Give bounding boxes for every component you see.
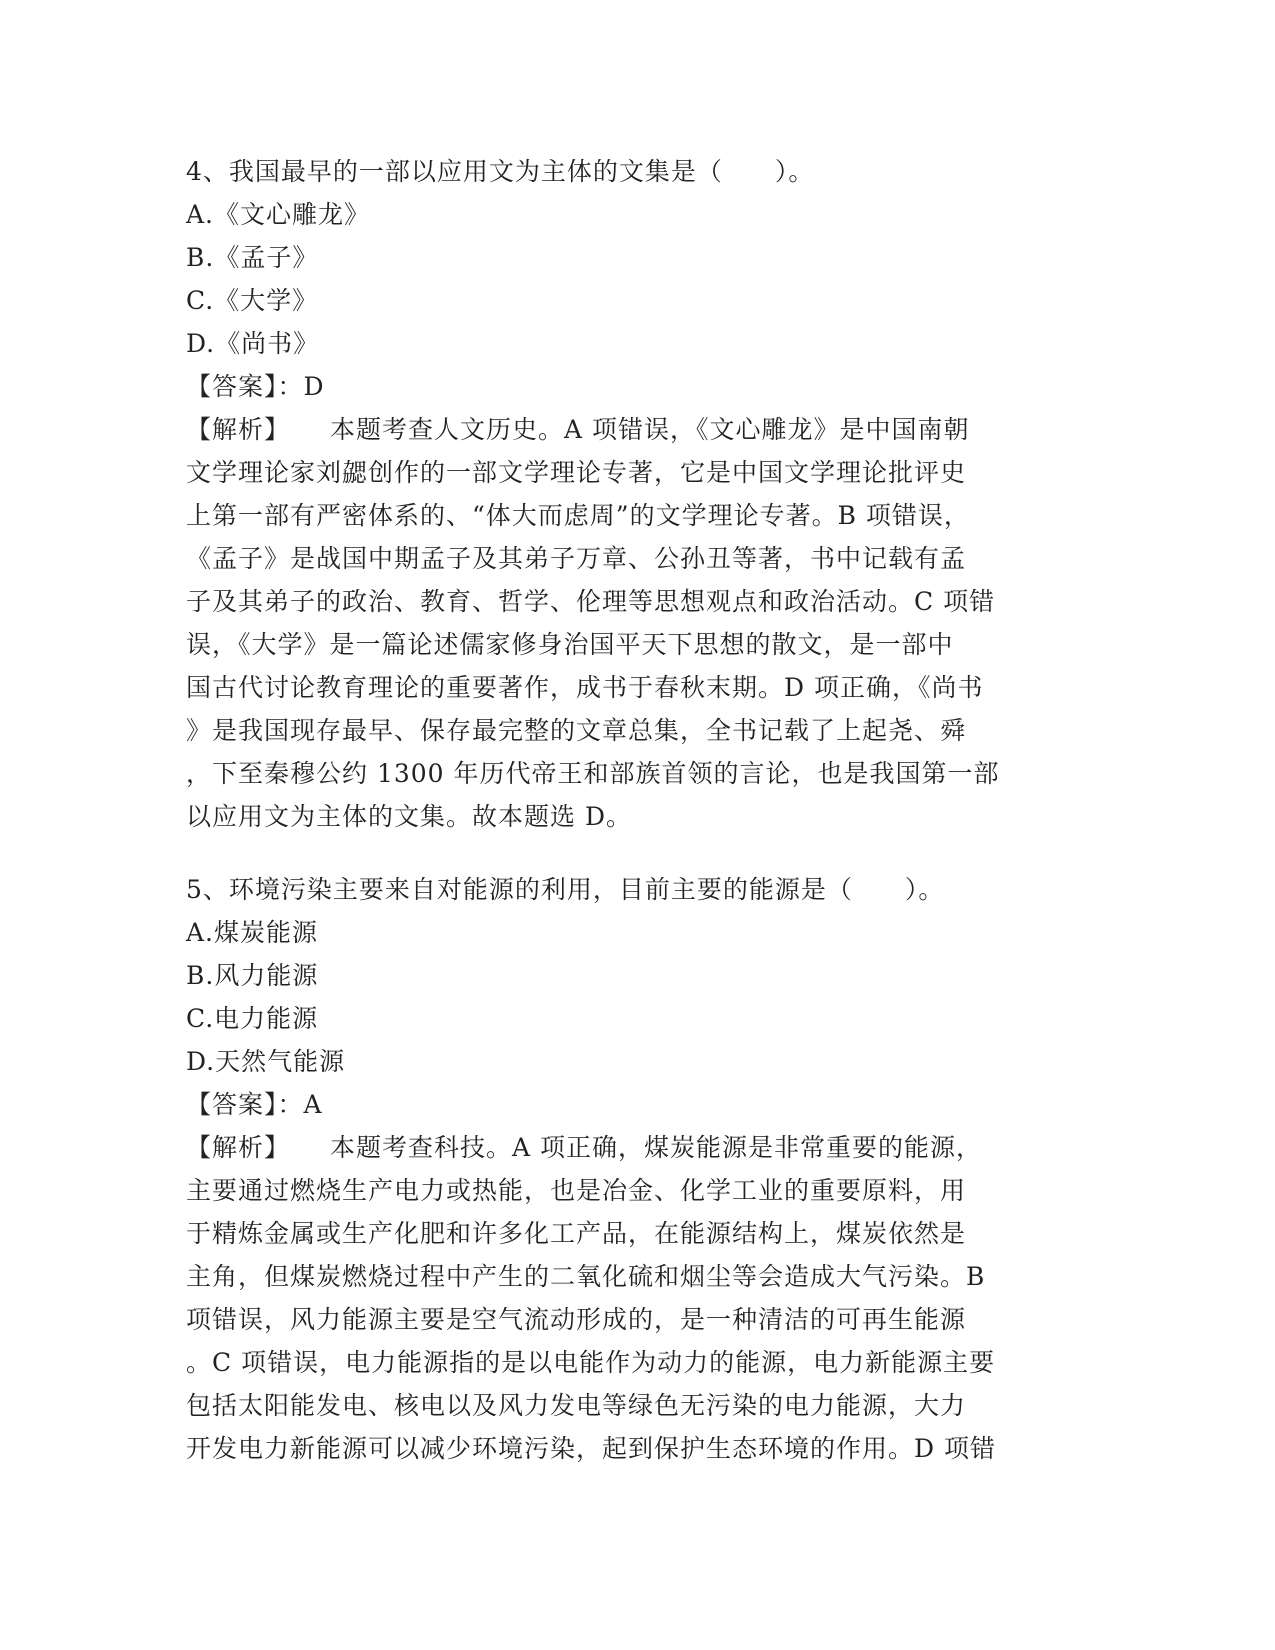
question-4	[186, 150, 1086, 838]
analysis-text: 主要通过燃烧生产电力或热能，也是冶金、化学工业的重要原料，用	[186, 1176, 967, 1205]
option-b: B.风力能源	[186, 961, 319, 990]
answer-line: 【答案】：A	[186, 1090, 323, 1119]
analysis-label: 【解析】	[186, 415, 291, 444]
analysis-text: 开发电力新能源可以减少环境污染，起到保护生态环境的作用。D 项错	[186, 1434, 996, 1463]
question-stem: 4、我国最早的一部以应用文为主体的文集是（ ）。	[186, 157, 815, 186]
analysis-label: 【解析】	[186, 1133, 291, 1162]
analysis-text: 》是我国现存最早、保存最完整的文章总集，全书记载了上起尧、舜	[186, 716, 967, 745]
analysis-row	[186, 408, 1086, 451]
analysis-text: 项错误，风力能源主要是空气流动形成的，是一种清洁的可再生能源	[186, 1305, 967, 1334]
analysis-text: 国古代讨论教育理论的重要著作，成书于春秋末期。D 项正确，《尚书	[186, 673, 984, 702]
analysis-text: 包括太阳能发电、核电以及风力发电等绿色无污染的电力能源，大力	[186, 1391, 967, 1420]
analysis-text: 于精炼金属或生产化肥和许多化工产品，在能源结构上，煤炭依然是	[186, 1219, 967, 1248]
option-d: D.《尚书》	[186, 329, 320, 358]
option-d: D.天然气能源	[186, 1047, 346, 1076]
question-5	[186, 868, 1086, 1470]
option-c: C.电力能源	[186, 1004, 319, 1033]
analysis-text: 本题考查科技。A 项正确，煤炭能源是非常重要的能源，	[330, 1133, 983, 1162]
option-a: A.《文心雕龙》	[186, 200, 371, 229]
analysis-text: 《孟子》是战国中期孟子及其弟子万章、公孙丑等著，书中记载有孟	[186, 544, 967, 573]
option-c: C.《大学》	[186, 286, 319, 315]
question-stem: 5、环境污染主要来自对能源的利用，目前主要的能源是（ ）。	[186, 875, 945, 904]
analysis-text: 主角，但煤炭燃烧过程中产生的二氧化硫和烟尘等会造成大气污染。B	[186, 1262, 986, 1291]
analysis-text: 以应用文为主体的文集。故本题选 D。	[186, 802, 632, 831]
analysis-text: 。C 项错误，电力能源指的是以电能作为动力的能源，电力新能源主要	[186, 1348, 996, 1377]
analysis-text: 上第一部有严密体系的、“体大而虑周”的文学理论专著。B 项错误，	[186, 501, 970, 530]
answer-line: 【答案】：D	[186, 372, 325, 401]
option-a: A.煤炭能源	[186, 918, 319, 947]
analysis-text: 本题考查人文历史。A 项错误，《文心雕龙》是中国南朝	[330, 415, 970, 444]
analysis-text: 子及其弟子的政治、教育、哲学、伦理等思想观点和政治活动。C 项错	[186, 587, 996, 616]
analysis-row	[186, 1126, 1086, 1169]
analysis-text: 误，《大学》是一篇论述儒家修身治国平天下思想的散文，是一部中	[186, 630, 954, 659]
analysis-text: ，下至秦穆公约 1300 年历代帝王和部族首领的言论，也是我国第一部	[186, 759, 1000, 788]
analysis-block	[186, 1126, 1086, 1470]
analysis-text: 文学理论家刘勰创作的一部文学理论专著，它是中国文学理论批评史	[186, 458, 967, 487]
option-b: B.《孟子》	[186, 243, 319, 272]
analysis-block	[186, 408, 1086, 838]
